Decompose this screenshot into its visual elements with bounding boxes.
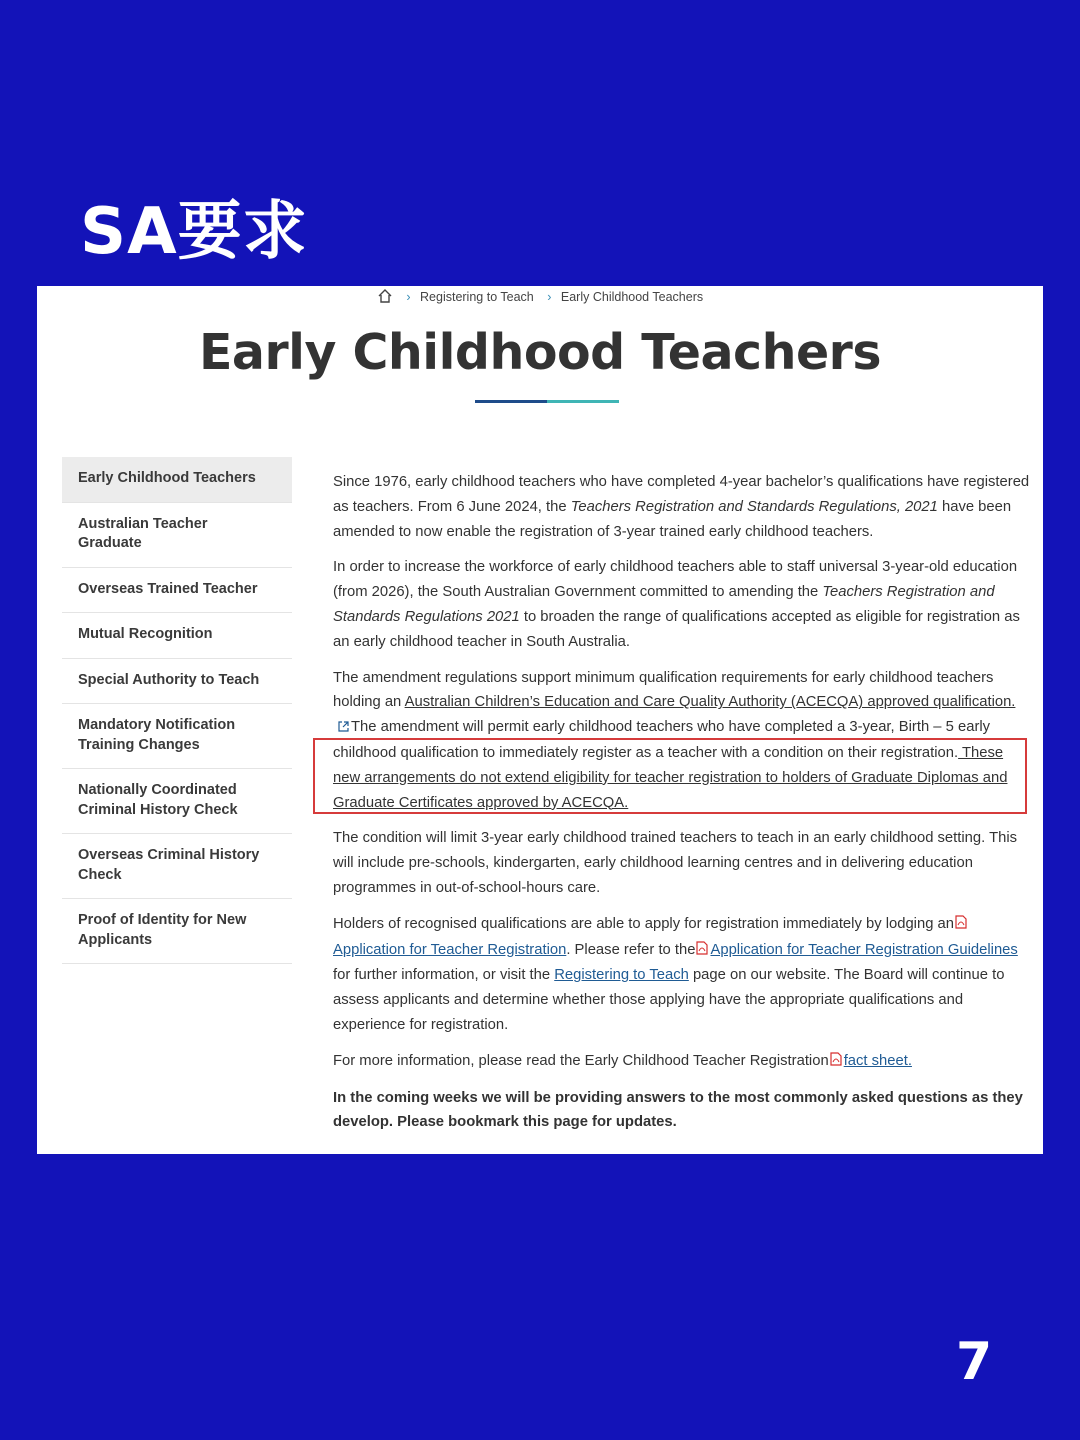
text: Since 1976, early childhood teachers who have completed 4-year bachelor’s qualifications have registered as teachers. From 6 June 2024, the xyxy=(333,474,1030,515)
breadcrumb-current: Early Childhood Teachers xyxy=(560,290,704,304)
home-icon[interactable] xyxy=(377,290,396,304)
pdf-icon xyxy=(830,1050,842,1075)
breadcrumb-link-registering[interactable]: Registering to Teach xyxy=(420,290,534,304)
main-content xyxy=(333,470,1031,1146)
slide-title: SA要求 xyxy=(80,195,308,269)
sidebar-item-criminal-history-check[interactable]: Nationally Coordinated Criminal History Check xyxy=(62,769,292,834)
text: . Please refer to the xyxy=(566,941,696,958)
pdf-icon xyxy=(696,939,708,964)
sidebar-item-overseas-trained-teacher[interactable]: Overseas Trained Teacher xyxy=(62,568,292,614)
text: For more information, please read the Early Childhood Teacher Registration xyxy=(333,1052,829,1069)
updates-notice: In the coming weeks we will be providing answers to the most commonly asked questions as they develop. Please bookmark this page for updates. xyxy=(333,1089,1023,1131)
sidebar-item-mutual-recognition[interactable]: Mutual Recognition xyxy=(62,613,292,659)
sidebar-item-early-childhood-teachers[interactable]: Early Childhood Teachers xyxy=(62,457,292,503)
highlighted-statement: These new arrangements do not extend eligibility for teacher registration to holders of Graduate Diplomas and Graduate Certificates approved by ACECQA. xyxy=(333,744,1008,811)
external-link-icon xyxy=(338,716,349,741)
text: have been amended to now enable the registration of 3-year trained early childhood teachers. xyxy=(333,498,1012,540)
regulation-name: Teachers Registration and Standards Regulations, 2021 xyxy=(570,498,938,515)
chevron-right-icon: › xyxy=(406,290,411,304)
chevron-right-icon: › xyxy=(547,290,552,304)
paragraph-condition: The condition will limit 3-year early childhood trained teachers to teach in an early childhood setting. This will include pre-schools, kindergarten, early childhood learning centres and in delivering education programmes in out-of-school-hours care. xyxy=(333,830,1018,896)
sidebar-nav xyxy=(62,457,292,964)
breadcrumb xyxy=(37,288,1043,304)
text: In order to increase the workforce of early childhood teachers able to staff universal 3-year-old education (from 2026), the South Australian Government committed to amending the xyxy=(333,559,1018,601)
paragraph-more-info xyxy=(333,1049,1031,1075)
sidebar-item-mandatory-notification[interactable]: Mandatory Notification Training Changes xyxy=(62,704,292,769)
pdf-icon xyxy=(955,913,967,938)
guidelines-link[interactable]: Application for Teacher Registration Guidelines xyxy=(710,941,1018,958)
text: The amendment will permit early childhood teachers who have completed a 3-year, Birth – 5 early childhood qualification to immediately register as a teacher with a condition on their registration. xyxy=(333,719,991,761)
regulation-name: Teachers Registration and Standards Regulations 2021 xyxy=(333,584,995,625)
page-title: Early Childhood Teachers xyxy=(198,324,882,381)
text: for further information, or visit the xyxy=(333,967,555,984)
registering-to-teach-link[interactable]: Registering to Teach xyxy=(554,967,689,984)
acecqa-link[interactable]: Australian Children’s Education and Care Quality Authority (ACECQA) approved qualification. xyxy=(404,694,1016,711)
text: page on our website. The Board will continue to assess applicants and determine whether those applying have the appropriate qualifications and experience for registration. xyxy=(333,967,1005,1033)
title-divider xyxy=(475,400,619,403)
sidebar-item-proof-of-identity[interactable]: Proof of Identity for New Applicants xyxy=(62,899,292,964)
paragraph-updates xyxy=(333,1086,1031,1136)
text: to broaden the range of qualifications accepted as eligible for registration as an early childhood teacher in South Australia. xyxy=(333,608,1020,650)
paragraph-amendment xyxy=(333,666,1031,816)
text: The amendment regulations support minimum qualification requirements for early childhood teachers holding an xyxy=(333,669,994,711)
fact-sheet-link[interactable]: fact sheet. xyxy=(843,1052,912,1069)
paragraph-workforce xyxy=(333,555,1031,654)
paragraph-apply xyxy=(333,912,1031,1038)
application-link[interactable]: Application for Teacher Registration xyxy=(333,941,567,958)
sidebar-item-australian-teacher-graduate[interactable]: Australian Teacher Graduate xyxy=(62,503,292,568)
page-number: 7 xyxy=(956,1332,993,1392)
sidebar-item-special-authority[interactable]: Special Authority to Teach xyxy=(62,659,292,705)
sidebar-item-overseas-criminal-history[interactable]: Overseas Criminal History Check xyxy=(62,834,292,899)
paragraph-intro xyxy=(333,470,1031,544)
webpage-screenshot xyxy=(37,286,1043,1154)
text: Holders of recognised qualifications are able to apply for registration immediately by lodging an xyxy=(333,915,954,932)
